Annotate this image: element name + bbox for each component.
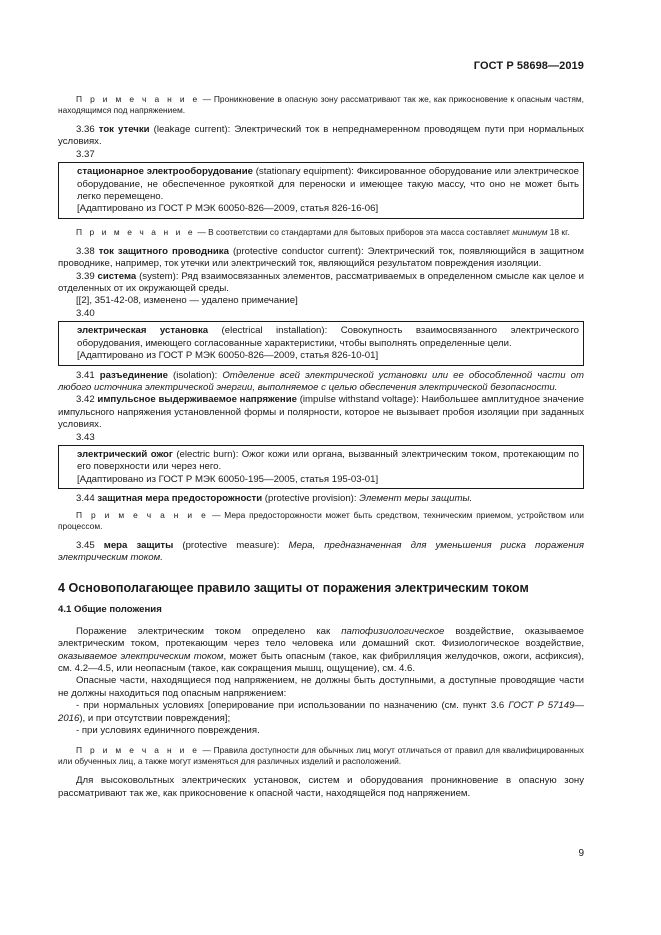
term-title: мера защиты (103, 539, 174, 551)
source-reference: [[2], 351-42-08, изменено — удалено примечание] (76, 295, 298, 307)
source-reference: [Адаптировано из ГОСТ Р МЭК 60050-826—2009, статья 826-10-01] (77, 350, 379, 362)
term-3-43-box: электрический ожог (electric burn): Ожог кожи или органа, вызванный электрическим током, протекающим по его поверхности или через него. [Адаптировано из ГОСТ Р МЭК 60050-195—2005, статья 195-03-01] (58, 445, 584, 489)
term-title: ток защитного проводника (98, 245, 229, 257)
paragraph-4-1-1: Поражение электрическим током определено как патофизиологическое воздействие, оказываемое электрическим током, протекающим через тело человека или домашний скот. Физиологическое воздействие, оказываемое электрическим током, может быть опасным (такое, как фибрилляция желудочков, ожоги, асфиксия), см. 4.2—4.5, или неопасным (такое, как сокращения мышц, ощущение), см. 4.6. (58, 625, 584, 674)
term-title: разъединение (99, 369, 169, 381)
term-title: ток утечки (98, 124, 150, 135)
term-3-45: 3.45 мера защиты (protective measure): Мера, предназначенная для уменьшения риска поражения электрическим током. (58, 539, 585, 563)
page-body (58, 94, 584, 800)
source-reference: [Адаптировано из ГОСТ Р МЭК 60050-826—2009, статья 826-16-06] (77, 203, 379, 215)
term-title: защитная мера предосторожности (97, 493, 263, 505)
paragraph-4-1-2: Опасные части, находящиеся под напряжением, не должны быть доступными, а доступные проводящие части не должны находиться под опасным напряжением: (58, 675, 584, 699)
note-label: П р и м е ч а н и е (76, 94, 200, 104)
term-title: стационарное электрооборудование (77, 166, 253, 178)
term-3-39: 3.39 система (system): Ряд взаимосвязанных элементов, рассматриваемых в определенном смысле как целое и отделенных от их окружающей среды. (58, 270, 584, 295)
term-3-38: 3.38 ток защитного проводника (protective conductor current): Электрический ток, появляющийся в защитном проводнике, например, ток утечки или электрический ток, являющийся результатом повреждения изоляции. (58, 245, 584, 270)
page-number: 9 (578, 848, 584, 859)
note-3-35: П р и м е ч а н и е — Проникновение в опасную зону рассматривают так же, как прикосновение к опасным частям, находящимся под напряжением. (58, 94, 584, 115)
note-4-1: П р и м е ч а н и е — Правила доступности для обычных лиц могут отличаться от правил для квалифицированных или обученных лиц, а также могут изменяться для различных изделий и расположений. (58, 745, 584, 767)
paragraph-4-1-3: Для высоковольтных электрических установок, систем и оборудования проникновение в опасную зону рассматривают так же, как прикосновение к опасной части, находящейся под напряжением. (58, 775, 584, 799)
source-reference: [Адаптировано из ГОСТ Р МЭК 60050-195—2005, статья 195-03-01] (77, 473, 379, 485)
term-3-40-number: 3.40 (76, 307, 95, 319)
document-code-header: ГОСТ Р 58698—2019 (473, 60, 584, 72)
term-3-40-box: электрическая установка (electrical installation): Совокупность взаимосвязанного электрического оборудования, имеющего согласованные характеристики, чтобы выполнять определенные цели. [Адаптировано из ГОСТ Р МЭК 60050-826—2009, статья 826-10-01] (58, 321, 584, 365)
term-title: импульсное выдерживаемое напряжение (97, 394, 297, 406)
term-3-42: 3.42 импульсное выдерживаемое напряжение (impulse withstand voltage): Наибольшее амплитудное значение импульсного напряжения установленной формы и полярности, которое не вызывает пробоя изоляции при заданных условиях. (58, 394, 585, 431)
term-3-41: 3.41 разъединение (isolation): Отделение всей электрической установки или ее обособленной части от любого источника электрической энергии, выполняемое с целью обеспечения электрической безопасности. (58, 369, 584, 393)
term-title: система (97, 270, 137, 282)
term-3-37-number: 3.37 (76, 148, 95, 160)
section-4-heading: 4 Основополагающее правило защиты от поражения электрическим током (58, 581, 529, 596)
term-3-36: 3.36 ток утечки (leakage current): Электрический ток в непреднамеренном проводящем пути при нормальных условиях. (58, 124, 584, 148)
term-title: электрический ожог (77, 448, 173, 460)
list-item: - при нормальных условиях [оперирование при использовании по назначению (см. пункт 3.6 ГОСТ Р 57149—2016), и при отсутствии повреждения]; (58, 700, 584, 724)
note-3-44: П р и м е ч а н и е — Мера предосторожности может быть средством, техническим приемом, устройством или процессом. (58, 509, 584, 531)
list-item: - при условиях единичного повреждения. (76, 725, 260, 737)
term-3-43-number: 3.43 (76, 431, 95, 443)
term-3-37-box: стационарное электрооборудование (stationary equipment): Фиксированное оборудование или электрическое оборудование, не обеспеченное рукояткой для переноски и имеющее такую массу, что оно не может быть легко перемещено. [Адаптировано из ГОСТ Р МЭК 60050-826—2009, статья 826-16-06] (58, 162, 584, 219)
section-4-1-heading: 4.1 Общие положения (58, 604, 162, 616)
note-3-37: П р и м е ч а н и е — В соответствии со стандартами для бытовых приборов эта масса составляет минимум 18 кг. (76, 226, 570, 237)
term-3-44: 3.44 защитная мера предосторожности (protective provision): Элемент меры защиты. (76, 493, 473, 505)
term-title: электрическая установка (77, 325, 209, 337)
